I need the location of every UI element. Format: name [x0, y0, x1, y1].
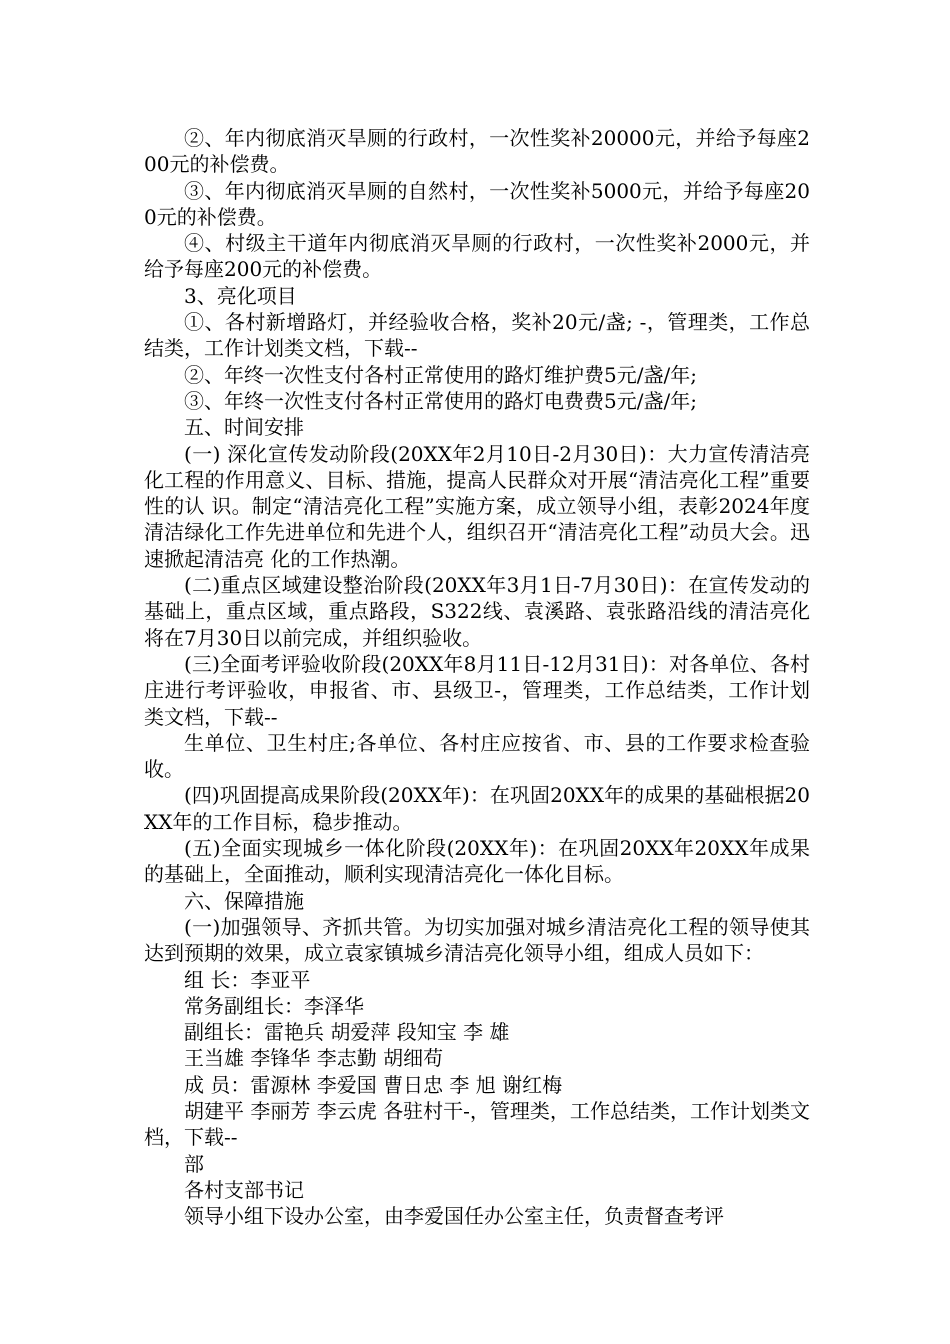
paragraph-award-natural-village: ③、年内彻底消灭旱厕的自然村，一次性奖补5000元，并给予每座200元的补偿费。	[144, 178, 810, 229]
paragraph-maintenance-fee: ②、年终一次性支付各村正常使用的路灯维护费5元/盏/年;	[184, 362, 697, 387]
line-executive-deputy: 常务副组长：李泽华	[184, 993, 364, 1018]
line-deputy-leaders: 副组长：雷艳兵 胡爱萍 段知宝 李 雄	[184, 1020, 510, 1045]
line-members-dept: 部	[184, 1151, 204, 1176]
document-body	[144, 125, 810, 1229]
section-heading-schedule: 五、时间安排	[184, 415, 304, 440]
paragraph-award-main-road: ④、村级主干道年内彻底消灭旱厕的行政村，一次性奖补2000元，并给予每座200元的补偿费。	[144, 231, 810, 282]
paragraph-award-admin-village: ②、年内彻底消灭旱厕的行政村，一次性奖补20000元，并给予每座200元的补偿费。	[144, 126, 810, 177]
paragraph-phase-1: (一) 深化宣传发动阶段(20XX年2月10日-2月30日)：大力宣传清洁亮化工程的作用意义、目标、措施，提高人民群众对开展“清洁亮化工程”重要性的认 识。制定“清洁亮化工程”实施方案，成立领导小组，表彰2024年度清洁绿化工作先进单位和先进个人，组织召开“清洁亮化工程”动员大会。迅速掀起清洁亮 化的工作热潮。	[144, 441, 810, 571]
line-members: 成 员：雷源林 李爱国 曹日忠 李 旭 谢红梅	[184, 1072, 563, 1097]
paragraph-office: 领导小组下设办公室，由李爱国任办公室主任，负责督查考评	[184, 1204, 724, 1229]
paragraph-phase-4: (四)巩固提高成果阶段(20XX年)：在巩固20XX年的成果的基础根据20XX年的工作目标，稳步推动。	[144, 783, 810, 834]
paragraph-phase-3-cont: 生单位、卫生村庄;各单位、各村庄应按省、市、县的工作要求检查验收。	[144, 730, 810, 782]
line-deputy-leaders-cont: 王当雄 李锋华 李志勤 胡细苟	[184, 1046, 444, 1071]
section-heading-measures: 六、保障措施	[184, 888, 304, 913]
line-group-leader: 组 长：李亚平	[184, 967, 311, 992]
line-members-cont: 胡建平 李丽芳 李云虎 各驻村干-，管理类，工作总结类，工作计划类文档，下载--	[144, 1098, 810, 1150]
paragraph-new-streetlights: ①、各村新增路灯，并经验收合格，奖补20元/盏; -，管理类，工作总结类，工作计划类文档，下载--	[144, 310, 810, 361]
paragraph-phase-5: (五)全面实现城乡一体化阶段(20XX年)：在巩固20XX年20XX年成果的基础上，全面推动，顺利实现清洁亮化一体化目标。	[144, 836, 810, 887]
paragraph-electricity-fee: ③、年终一次性支付各村正常使用的路灯电费费5元/盏/年;	[184, 388, 697, 413]
line-branch-secretaries: 各村支部书记	[184, 1177, 304, 1202]
paragraph-leadership: (一)加强领导、齐抓共管。为切实加强对城乡清洁亮化工程的领导使其达到预期的效果，成立袁家镇城乡清洁亮化领导小组，组成人员如下：	[144, 914, 810, 966]
paragraph-phase-2: (二)重点区域建设整治阶段(20XX年3月1日-7月30日)：在宣传发动的基础上，重点区域，重点路段，S322线、袁溪路、袁张路沿线的清洁亮化将在7月30日以前完成，并组织验收。	[144, 573, 810, 650]
paragraph-phase-3: (三)全面考评验收阶段(20XX年8月11日-12月31日)：对各单位、各村庄进行考评验收，申报省、市、县级卫-，管理类，工作总结类，工作计划类文档，下载--	[144, 651, 810, 729]
section-heading-lighting: 3、亮化项目	[184, 283, 297, 308]
